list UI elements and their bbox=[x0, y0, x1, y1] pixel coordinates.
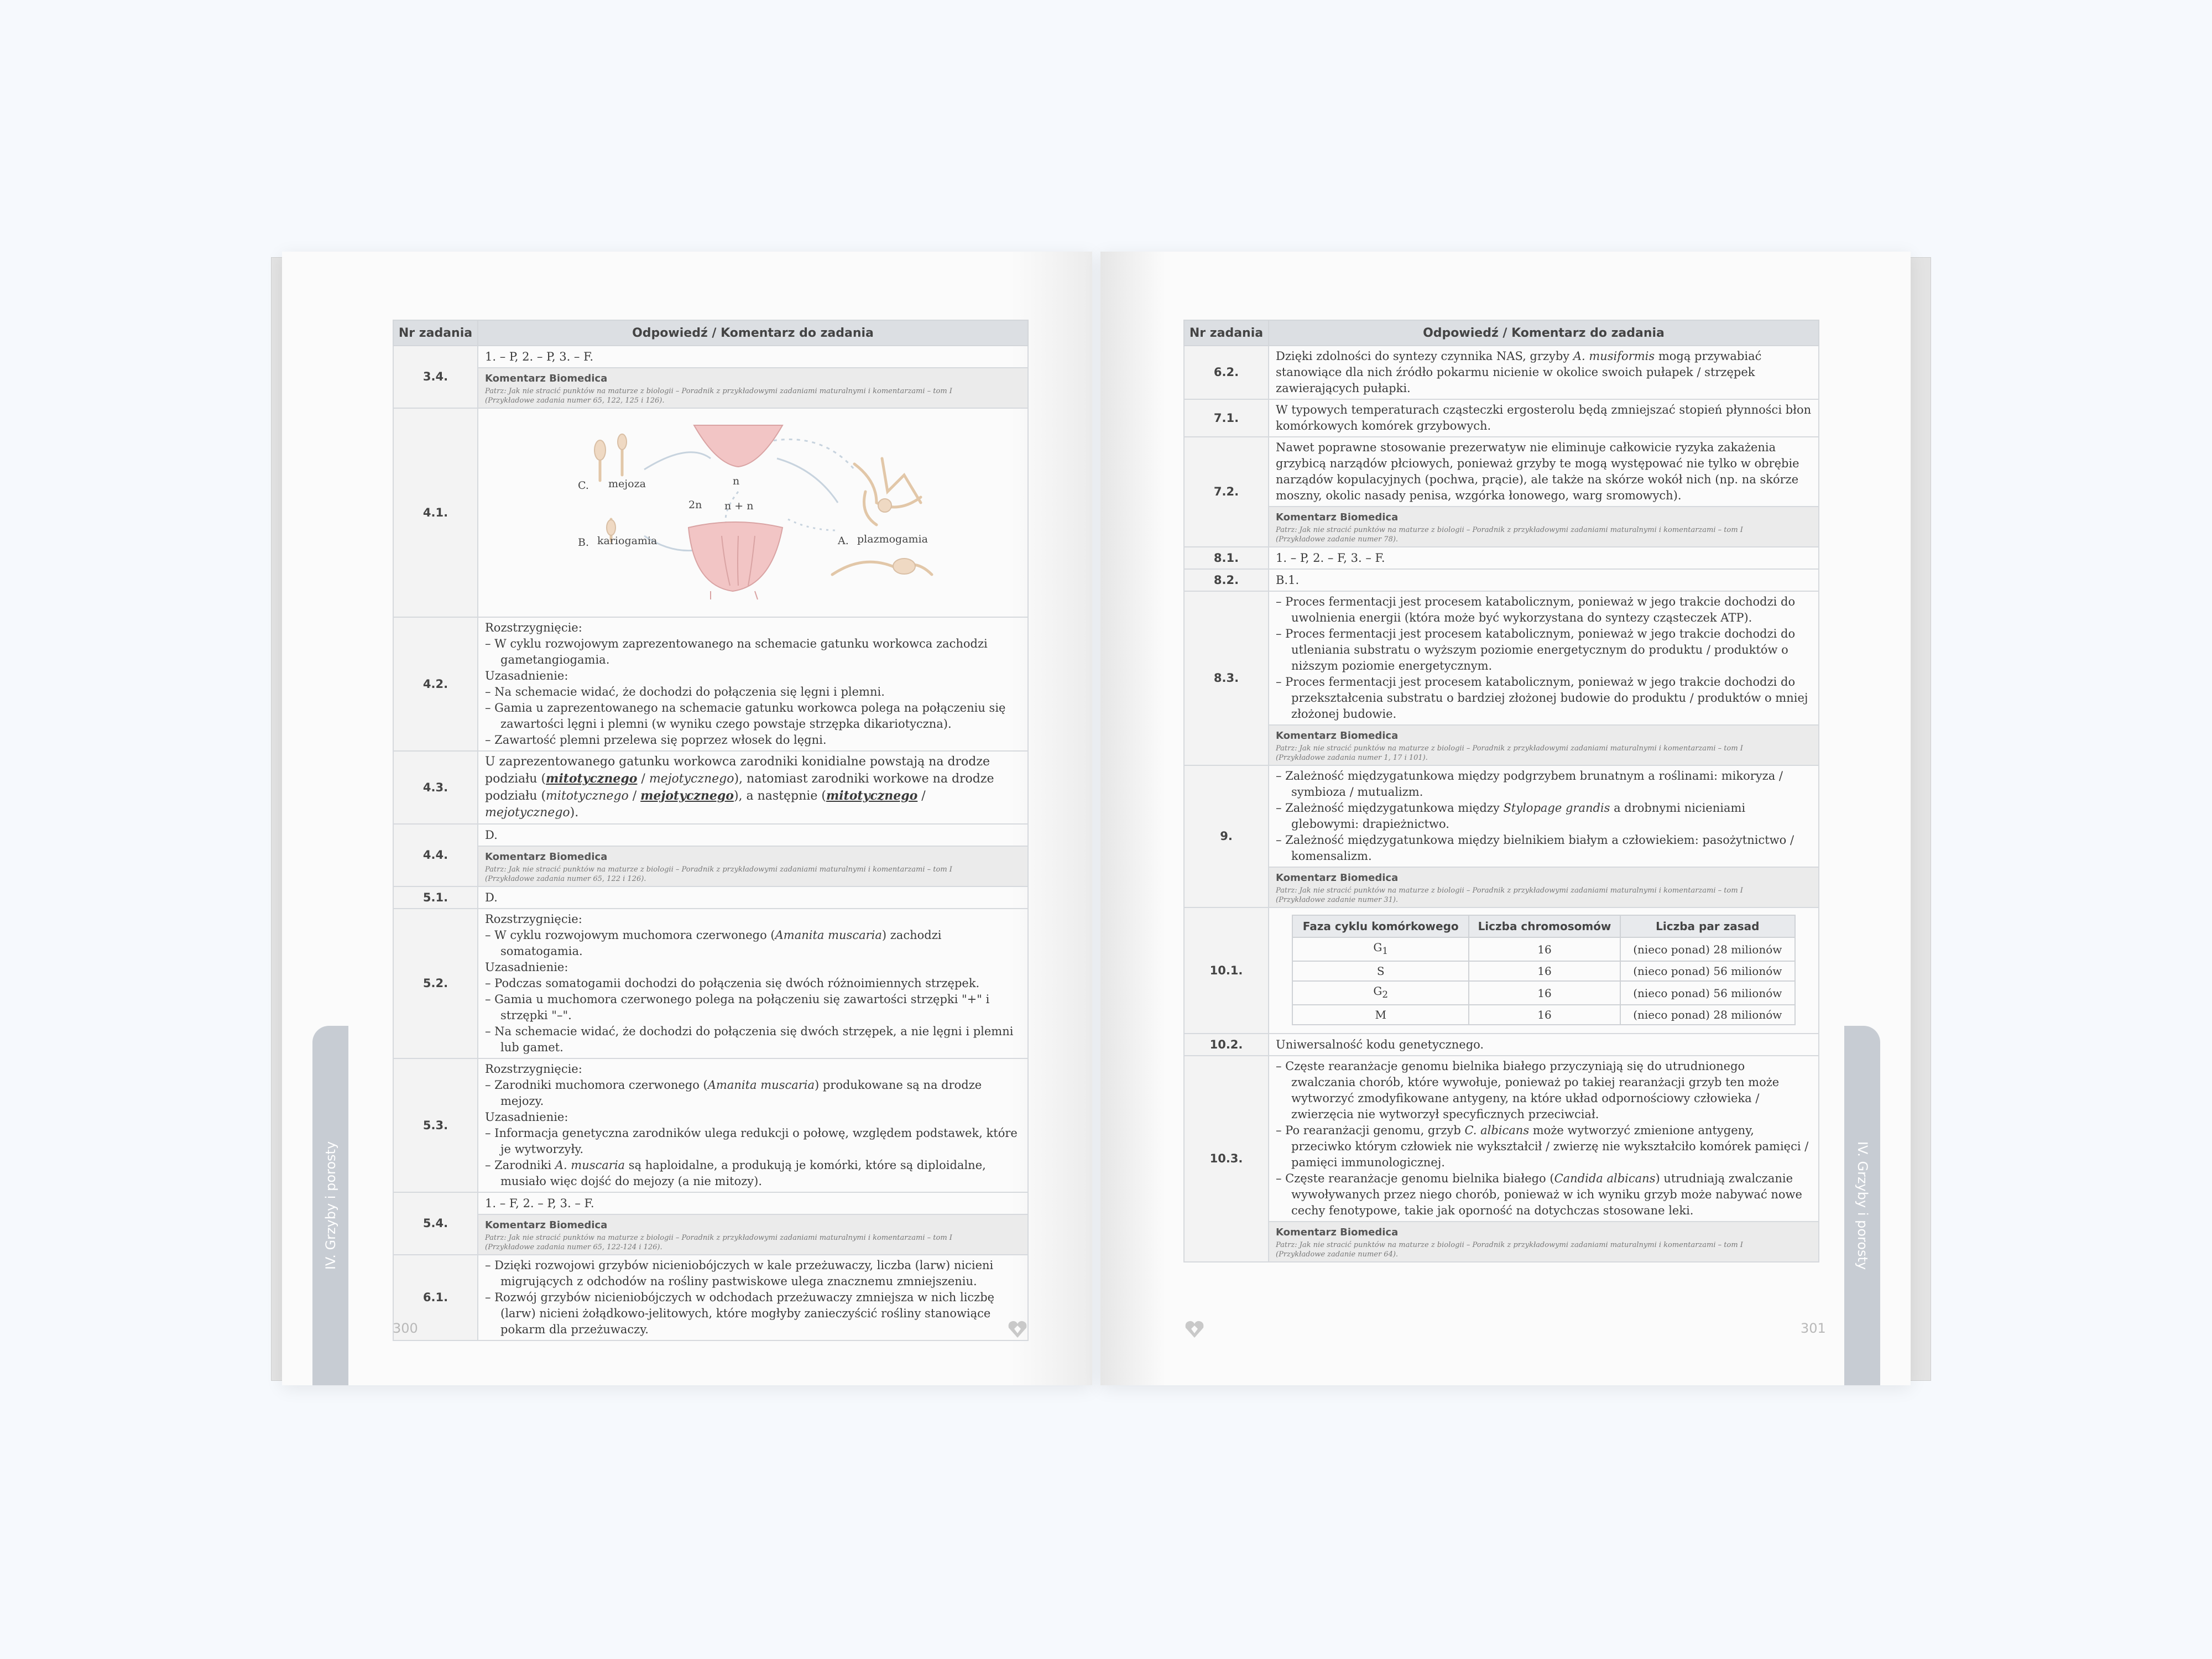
text: a drobnymi nicieniami glebowymi: drapieżnictwo. bbox=[1291, 801, 1746, 831]
phase-g2: $G_2$ bbox=[1373, 984, 1388, 1000]
table-row bbox=[1184, 1056, 1819, 1222]
option: mejotycznego bbox=[649, 772, 734, 786]
table-row bbox=[1292, 961, 1795, 981]
bullet: – Proces fermentacji jest procesem katabolicznym, ponieważ w jego trakcie dochodzi do przekształcenia substratu o bardziej złożonej budowie do produktu / produktów o mniej złożonej budowie. bbox=[1276, 675, 1808, 721]
komentarz-ref: Patrz: Jak nie stracić punktów na maturze z biologii – Poradnik z przykładowymi zadaniami maturalnymi i komentarzami – tom I bbox=[485, 387, 952, 395]
species-name: A. musiformis bbox=[1573, 349, 1655, 363]
bullet: – Rozwój grzybów nicieniobójczych w odchodach przeżuwaczy zmniejsza w nich liczbę (larw) nicieni żołądkowo-jelitowych, które mogłyby zanieczyścić rośliny stanowiące pokarm dla przeżuwaczy. bbox=[485, 1291, 995, 1336]
bullet: – Proces fermentacji jest procesem katabolicznym, ponieważ w jego trakcie dochodzi do uwolnienia energii (która może być wykorzystana do syntezy cząsteczek ATP). bbox=[1276, 595, 1796, 624]
task-number: 9. bbox=[1184, 765, 1269, 907]
komentarz-ref-numbers: (Przykładowe zadania numer 65, 122 i 126). bbox=[485, 875, 646, 883]
komentarz-box bbox=[478, 368, 1028, 408]
phase-cell bbox=[1292, 981, 1469, 1005]
open-book bbox=[271, 252, 1933, 1388]
task-number: 10.3. bbox=[1184, 1056, 1269, 1262]
bullet: – Dzięki rozwojowi grzybów nicieniobójczych w kale przeżuwaczy, liczba (larw) nicieni migrujących z odchodów na rośliny pastwiskowe ulega znacznemu zmniejszeniu. bbox=[485, 1259, 994, 1288]
task-number: 5.1. bbox=[393, 886, 478, 909]
header-faza: Faza cyklu komórkowego bbox=[1292, 915, 1469, 937]
table-row bbox=[1184, 907, 1819, 1034]
label-2n: 2n bbox=[688, 499, 702, 511]
task-number: 4.3. bbox=[393, 751, 478, 824]
text: – Zależność międzygatunkowa między bbox=[1276, 801, 1504, 815]
komentarz-ref: Patrz: Jak nie stracić punktów na maturze z biologii – Poradnik z przykładowymi zadaniami maturalnymi i komentarzami – tom I bbox=[1276, 526, 1743, 534]
bullet bbox=[485, 927, 1021, 959]
text: Dzięki zdolności do syntezy czynnika NAS, grzyby bbox=[1276, 349, 1573, 363]
komentarz-box bbox=[1269, 725, 1819, 765]
bullet: – Zawartość plemni przelewa się poprzez włosek do lęgni. bbox=[485, 733, 827, 747]
bullet: – Gamia u zaprezentowanego na schemacie gatunku workowca polega na połączeniu się zawartości lęgni i plemni (w wyniku czego powstaje strzępka dikariotyczna). bbox=[485, 701, 1006, 731]
komentarz-ref: Patrz: Jak nie stracić punktów na maturze z biologii – Poradnik z przykładowymi zadaniami maturalnymi i komentarzami – tom I bbox=[485, 1234, 952, 1242]
task-number: 3.4. bbox=[393, 346, 478, 408]
heart-logo-icon bbox=[1183, 1318, 1206, 1340]
komentarz-ref-numbers: (Przykładowe zadanie numer 64). bbox=[1276, 1250, 1399, 1259]
komentarz-box bbox=[1269, 507, 1819, 547]
komentarz-title: Komentarz Biomedica bbox=[1276, 512, 1399, 523]
table-row bbox=[393, 1255, 1028, 1340]
table-row bbox=[393, 408, 1028, 617]
komentarz-ref-numbers: (Przykładowe zadania numer 65, 122, 125 i 126). bbox=[485, 397, 665, 405]
task-number: 8.3. bbox=[1184, 591, 1269, 765]
text: – Zarodniki bbox=[485, 1159, 555, 1172]
answer-cell bbox=[1269, 346, 1819, 399]
answer-cell: 1. – P, 2. – P, 3. – F. bbox=[478, 346, 1028, 368]
bullet: – Zależność międzygatunkowa między bielnikiem białym a człowiekiem: pasożytnictwo / komensalizm. bbox=[1276, 833, 1794, 863]
text: U zaprezentowanego gatunku workowca zarodniki konidialne powstają na drodze podziału ( bbox=[485, 755, 990, 786]
komentarz-box bbox=[1269, 1222, 1819, 1262]
table-row bbox=[1184, 547, 1819, 569]
chapter-tab-left bbox=[312, 1026, 348, 1385]
answer-cell bbox=[1269, 907, 1819, 1034]
label-mejoza: mejoza bbox=[608, 478, 646, 490]
answer-cell bbox=[1269, 765, 1819, 867]
text: ) zachodzi somatogamia. bbox=[500, 928, 942, 958]
komentarz-ref-numbers: (Przykładowe zadanie numer 31). bbox=[1276, 896, 1399, 904]
table-row bbox=[393, 824, 1028, 846]
task-number: 8.1. bbox=[1184, 547, 1269, 569]
species-name: Stylopage grandis bbox=[1503, 801, 1610, 815]
text: – Częste rearanżacje genomu bielnika białego ( bbox=[1276, 1172, 1554, 1185]
table-header bbox=[393, 320, 1028, 346]
table-row bbox=[393, 617, 1028, 751]
species-name: Candida albicans bbox=[1554, 1172, 1656, 1185]
answer-table-right bbox=[1183, 320, 1819, 1262]
chapter-tab-label: IV. Grzyby i porosty bbox=[1854, 1141, 1870, 1270]
answer-cell: U zaprezentowanego gatunku workowca zarodniki konidialne powstają na drodze podziału (mitotycznego / mejotycznego), natomiast zarodniki workowe na drodze podziału (mitotycznego / mejotycznego), a następnie (mitotycznego / mejotycznego). bbox=[478, 751, 1028, 824]
chromosome-count: 16 bbox=[1469, 1005, 1620, 1025]
task-number: 5.4. bbox=[393, 1192, 478, 1255]
task-number: 4.1. bbox=[393, 408, 478, 617]
answer-cell bbox=[478, 1058, 1028, 1192]
table-row bbox=[1184, 569, 1819, 591]
table-row bbox=[1184, 765, 1819, 867]
selected-option: mitotycznego bbox=[546, 771, 638, 786]
table-header bbox=[1184, 320, 1819, 346]
task-number: 4.4. bbox=[393, 824, 478, 886]
header-chromosomy: Liczba chromosomów bbox=[1469, 915, 1620, 937]
komentarz-ref: Patrz: Jak nie stracić punktów na maturze z biologii – Poradnik z przykładowymi zadaniami maturalnymi i komentarzami – tom I bbox=[1276, 886, 1743, 895]
chapter-tab-right bbox=[1844, 1026, 1880, 1385]
line-uzasadnienie: Uzasadnienie: bbox=[485, 1110, 568, 1124]
table-row bbox=[1184, 346, 1819, 399]
answer-cell: D. bbox=[478, 886, 1028, 909]
text: może wytworzyć zmienione antygeny, przeciwko którym człowiek nie wykształcił / zwierzę nie wykształciło komórek pamięci / pamięci immunologicznej. bbox=[1291, 1124, 1809, 1169]
phase-cell bbox=[1292, 937, 1469, 961]
answer-cell bbox=[1269, 1056, 1819, 1222]
answer-cell bbox=[478, 1255, 1028, 1340]
answer-cell: W typowych temperaturach cząsteczki ergosterolu będą zmniejszać stopień płynności błon komórkowych komórek grzybowych. bbox=[1269, 399, 1819, 437]
left-page bbox=[282, 252, 1092, 1385]
species-name: Amanita muscaria bbox=[707, 1078, 815, 1092]
heart-logo-icon bbox=[1006, 1318, 1029, 1340]
komentarz-box bbox=[1269, 867, 1819, 907]
text: ). bbox=[570, 806, 579, 820]
komentarz-ref-numbers: (Przykładowe zadanie numer 78). bbox=[1276, 535, 1399, 544]
right-page-edges bbox=[1908, 257, 1931, 1381]
table-row bbox=[1292, 981, 1795, 1005]
label-c: C. bbox=[578, 479, 589, 492]
answer-cell bbox=[1269, 591, 1819, 725]
komentarz-title: Komentarz Biomedica bbox=[1276, 730, 1399, 742]
text: ) utrudniają zwalczanie wywoływanych przez niego chorób, ponieważ w ich wyniku grzyb może nabywać nowe cechy fenotypowe, takie jak oporność na dotychczas stosowane leki. bbox=[1291, 1172, 1802, 1217]
answer-cell: Uniwersalność kodu genetycznego. bbox=[1269, 1034, 1819, 1056]
label-n-plus-n: n + n bbox=[724, 500, 754, 512]
bullet: – Zależność międzygatunkowa między podgrzybem brunatnym a roślinami: mikoryza / symbioza / mutualizm. bbox=[1276, 769, 1783, 799]
komentarz-ref: Patrz: Jak nie stracić punktów na maturze z biologii – Poradnik z przykładowymi zadaniami maturalnymi i komentarzami – tom I bbox=[485, 865, 952, 874]
text: ), a następnie ( bbox=[733, 789, 826, 803]
task-number: 6.1. bbox=[393, 1255, 478, 1340]
bullet: – Informacja genetyczna zarodników ulega redukcji o połowę, względem podstawek, które je wytworzyły. bbox=[485, 1126, 1018, 1156]
komentarz-box bbox=[478, 1214, 1028, 1255]
task-number: 7.1. bbox=[1184, 399, 1269, 437]
answer-cell: 1. – F, 2. – P, 3. – F. bbox=[478, 1192, 1028, 1214]
label-b: B. bbox=[578, 536, 589, 549]
komentarz-title: Komentarz Biomedica bbox=[485, 851, 608, 863]
text: mogą przywabiać stanowiące dla nich źródło pokarmu nicienie w okolice swoich pułapek / strzępek zawierających pułapki. bbox=[1276, 349, 1762, 395]
task-number: 4.2. bbox=[393, 617, 478, 751]
bullet: – Gamia u muchomora czerwonego polega na połączeniu się zawartości strzępki "+" i strzępki "–". bbox=[485, 993, 990, 1022]
task-number: 6.2. bbox=[1184, 346, 1269, 399]
chromosome-count: 16 bbox=[1469, 981, 1620, 1005]
label-kariogamia: kariogamia bbox=[597, 535, 658, 547]
komentarz-title: Komentarz Biomedica bbox=[1276, 1227, 1399, 1238]
chromosome-count: 16 bbox=[1469, 961, 1620, 981]
base-pairs: (nieco ponad) 56 milionów bbox=[1620, 961, 1795, 981]
table-row bbox=[1184, 437, 1819, 507]
text: – Po rearanżacji genomu, grzyb bbox=[1276, 1124, 1465, 1137]
phase-cell: S bbox=[1292, 961, 1469, 981]
answer-cell: B.1. bbox=[1269, 569, 1819, 591]
bullet: – Proces fermentacji jest procesem katabolicznym, ponieważ w jego trakcie dochodzi do utleniania substratu o wyższym poziomie energetycznym do produktu / produktów o niższym poziomie energetycznym. bbox=[1276, 627, 1796, 672]
bullet bbox=[1276, 1123, 1812, 1171]
task-number: 5.3. bbox=[393, 1058, 478, 1192]
table-row bbox=[393, 886, 1028, 909]
base-pairs: (nieco ponad) 56 milionów bbox=[1620, 981, 1795, 1005]
page-number-left: 300 bbox=[393, 1321, 418, 1336]
phase-g1: $G_1$ bbox=[1373, 941, 1388, 956]
life-cycle-diagram-cell bbox=[478, 408, 1028, 617]
komentarz-box bbox=[478, 846, 1028, 886]
chapter-tab-label: IV. Grzyby i porosty bbox=[322, 1141, 338, 1270]
species-name: Amanita muscaria bbox=[775, 928, 882, 942]
answer-cell: Nawet poprawne stosowanie prezerwatyw nie eliminuje całkowicie ryzyka zakażenia grzybicą narządów płciowych, ponieważ grzyby te mogą występować nie tylko w obrębie narządów kopulacyjnych (pochwa, prącie), ale także na skórze wokół nich (np. na skórze moszny, okolic nasady penisa, wzgórka łonowego, warg sromowych). bbox=[1269, 437, 1819, 507]
selected-option: mejotycznego bbox=[640, 789, 734, 803]
line-rozstrzygniecie: Rozstrzygnięcie: bbox=[485, 1062, 582, 1076]
answer-cell: 1. – P, 2. – F, 3. – F. bbox=[1269, 547, 1819, 569]
page-number-right: 301 bbox=[1801, 1321, 1826, 1336]
answer-cell: D. bbox=[478, 824, 1028, 846]
base-pairs: (nieco ponad) 28 milionów bbox=[1620, 937, 1795, 961]
answer-cell bbox=[478, 617, 1028, 751]
header-pary-zasad: Liczba par zasad bbox=[1620, 915, 1795, 937]
table-row bbox=[393, 1192, 1028, 1214]
option: mitotycznego bbox=[546, 789, 629, 803]
label-n: n bbox=[733, 475, 740, 487]
table-row bbox=[393, 1058, 1028, 1192]
table-row bbox=[393, 751, 1028, 824]
base-pairs: (nieco ponad) 28 milionów bbox=[1620, 1005, 1795, 1025]
komentarz-ref-numbers: (Przykładowe zadania numer 1, 17 i 101). bbox=[1276, 754, 1428, 762]
chromosome-count: 16 bbox=[1469, 937, 1620, 961]
komentarz-title: Komentarz Biomedica bbox=[485, 1219, 608, 1231]
table-row bbox=[1292, 1005, 1795, 1025]
line-rozstrzygniecie: Rozstrzygnięcie: bbox=[485, 621, 582, 634]
task-number: 10.1. bbox=[1184, 907, 1269, 1034]
table-row bbox=[1184, 1034, 1819, 1056]
option: mejotycznego bbox=[485, 806, 570, 820]
text: są haploidalne, a produkują je komórki, które są diploidalne, musiało więc dojść do mejozy (a nie mitozy). bbox=[500, 1159, 986, 1188]
label-plazmogamia: plazmogamia bbox=[857, 533, 928, 545]
task-number: 10.2. bbox=[1184, 1034, 1269, 1056]
bullet bbox=[485, 1077, 1021, 1109]
bullet: – W cyklu rozwojowym zaprezentowanego na schemacie gatunku workowca zachodzi gametangiogamia. bbox=[485, 637, 988, 666]
right-page bbox=[1100, 252, 1911, 1385]
table-row bbox=[1184, 591, 1819, 725]
bullet: – Na schemacie widać, że dochodzi do połączenia się lęgni i plemni. bbox=[485, 685, 885, 698]
bullet bbox=[485, 1157, 1021, 1190]
line-uzasadnienie: Uzasadnienie: bbox=[485, 961, 568, 974]
phase-cell: M bbox=[1292, 1005, 1469, 1025]
cell-cycle-table bbox=[1292, 915, 1796, 1025]
line-rozstrzygniecie: Rozstrzygnięcie: bbox=[485, 912, 582, 926]
table-row bbox=[1184, 399, 1819, 437]
bullet bbox=[1276, 800, 1812, 832]
table-row bbox=[1292, 937, 1795, 961]
task-number: 7.2. bbox=[1184, 437, 1269, 547]
komentarz-ref: Patrz: Jak nie stracić punktów na maturze z biologii – Poradnik z przykładowymi zadaniami maturalnymi i komentarzami – tom I bbox=[1276, 744, 1743, 753]
species-name: C. albicans bbox=[1464, 1124, 1530, 1137]
bullet bbox=[1276, 1171, 1812, 1219]
line-uzasadnienie: Uzasadnienie: bbox=[485, 669, 568, 682]
header-nr-zadania: Nr zadania bbox=[393, 320, 478, 346]
komentarz-title: Komentarz Biomedica bbox=[485, 373, 608, 384]
text: – Zarodniki muchomora czerwonego ( bbox=[485, 1078, 708, 1092]
species-name: A. muscaria bbox=[555, 1159, 625, 1172]
selected-option: mitotycznego bbox=[826, 789, 918, 803]
header-odpowiedz: Odpowiedź / Komentarz do zadania bbox=[1269, 320, 1819, 346]
text: ) produkowane są na drodze mejozy. bbox=[500, 1078, 982, 1108]
ascomycete-life-cycle-diagram bbox=[478, 409, 1031, 612]
label-a: A. bbox=[838, 535, 849, 547]
answer-table-left bbox=[393, 320, 1029, 1341]
header-nr-zadania: Nr zadania bbox=[1184, 320, 1269, 346]
komentarz-ref: Patrz: Jak nie stracić punktów na maturze z biologii – Poradnik z przykładowymi zadaniami maturalnymi i komentarzami – tom I bbox=[1276, 1241, 1743, 1249]
text: ), natomiast zarodniki workowe na drodze podziału ( bbox=[485, 772, 994, 803]
komentarz-ref-numbers: (Przykładowe zadania numer 65, 122-124 i 126). bbox=[485, 1243, 662, 1251]
table-row bbox=[393, 909, 1028, 1058]
komentarz-title: Komentarz Biomedica bbox=[1276, 872, 1399, 884]
answer-cell bbox=[478, 909, 1028, 1058]
text: – W cyklu rozwojowym muchomora czerwonego ( bbox=[485, 928, 775, 942]
bullet: – Podczas somatogamii dochodzi do połączenia się dwóch różnoimiennych strzępek. bbox=[485, 977, 980, 990]
bullet: – Na schemacie widać, że dochodzi do połączenia się dwóch strzępek, a nie lęgni i plemni lub gamet. bbox=[485, 1025, 1014, 1054]
bullet: – Częste rearanżacje genomu bielnika białego przyczyniają się do utrudnionego zwalczania chorób, które wywołuje, ponieważ po takiej rearanżacji grzyb ten może wytworzyć zmodyfikowane antygeny, na które układ odpornościowy człowieka / zwierzęcia nie wytworzył specyficznych przeciwciał. bbox=[1276, 1060, 1780, 1121]
table-row bbox=[393, 346, 1028, 368]
header-odpowiedz: Odpowiedź / Komentarz do zadania bbox=[478, 320, 1028, 346]
task-number: 8.2. bbox=[1184, 569, 1269, 591]
task-number: 5.2. bbox=[393, 909, 478, 1058]
